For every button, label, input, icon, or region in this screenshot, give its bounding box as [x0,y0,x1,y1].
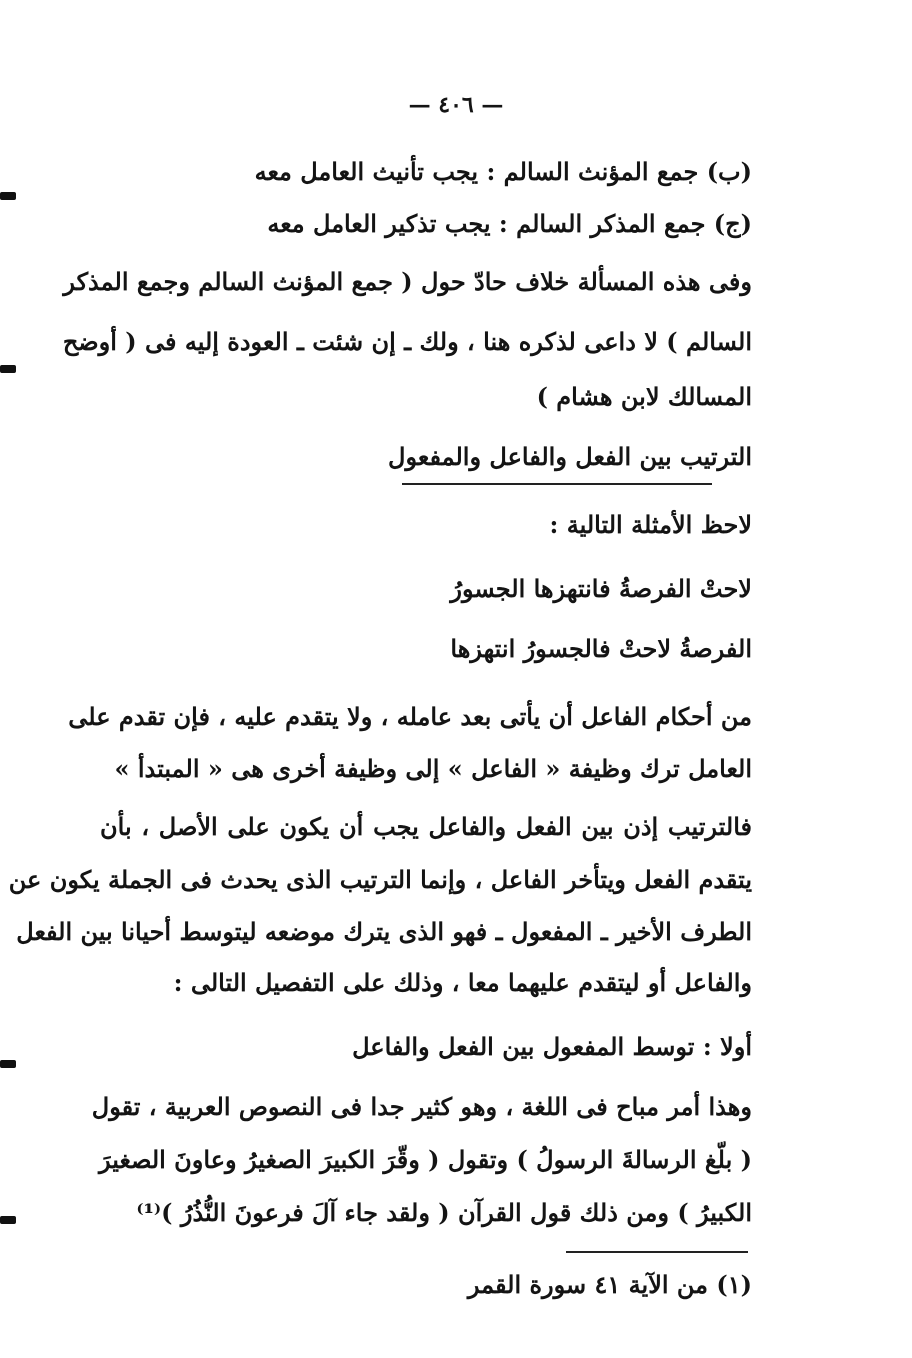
binding-hole-mark [0,1060,16,1068]
examples-intro: لاحظ الأمثلة التالية : [549,510,752,539]
example-line: الفرصةُ لاحتْ فالجسورُ انتهزها [450,634,752,663]
page-number: — ٤٠٦ — [408,92,504,118]
binding-hole-mark [0,365,16,373]
list-item-b: (ب) جمع المؤنث السالم : يجب تأنيث العامل معه [254,157,752,186]
list-item-c: (ج) جمع المذكر السالم : يجب تذكير العامل معه [267,209,752,238]
paragraph-line: وفى هذه المسألة خلاف حادّ حول ( جمع المؤنث السالم وجمع المذكر [63,267,752,296]
heading-underline [402,483,712,485]
binding-hole-mark [0,1216,16,1224]
paragraph-line: المسالك لابن هشام ) [536,382,752,411]
footnote: (١) من الآية ٤١ سورة القمر [467,1270,752,1299]
section-heading: الترتيب بين الفعل والفاعل والمفعول [388,442,752,471]
binding-hole-mark [0,192,16,200]
paragraph-line: وهذا أمر مباح فى اللغة ، وهو كثير جدا فى النصوص العربية ، تقول [91,1092,752,1121]
paragraph-line: من أحكام الفاعل أن يأتى بعد عامله ، ولا يتقدم عليه ، فإن تقدم على [68,702,752,731]
paragraph-line: فالترتيب إذن بين الفعل والفاعل يجب أن يكون على الأصل ، بأن [100,812,752,841]
paragraph-line: الطرف الأخير ـ المفعول ـ فهو الذى يترك موضعه ليتوسط أحيانا بين الفعل [16,917,752,946]
paragraph-line: ( بلّغ الرسالةَ الرسولُ ) وتقول ( وقّرَ الكبيرَ الصغيرُ وعاونَ الصغيرَ [98,1145,752,1174]
footnote-rule [566,1251,748,1253]
paragraph-line: الكبيرُ ) ومن ذلك قول القرآن ( ولقد جاء آلَ فرعونَ النُّذُرُ )⁽¹⁾ [136,1198,752,1227]
paragraph-line: يتقدم الفعل ويتأخر الفاعل ، وإنما الترتيب الذى يحدث فى الجملة يكون عن [8,865,752,894]
paragraph-line: العامل ترك وظيفة « الفاعل » إلى وظيفة أخرى هى « المبتدأ » [114,754,752,783]
paragraph-line: السالم ) لا داعى لذكره هنا ، ولك ـ إن شئت ـ العودة إليه فى ( أوضح [62,327,752,356]
paragraph-line: والفاعل أو ليتقدم عليهما معا ، وذلك على التفصيل التالى : [173,968,752,997]
subsection-heading: أولا : توسط المفعول بين الفعل والفاعل [352,1032,752,1061]
example-line: لاحتْ الفرصةُ فانتهزها الجسورُ [450,574,752,603]
